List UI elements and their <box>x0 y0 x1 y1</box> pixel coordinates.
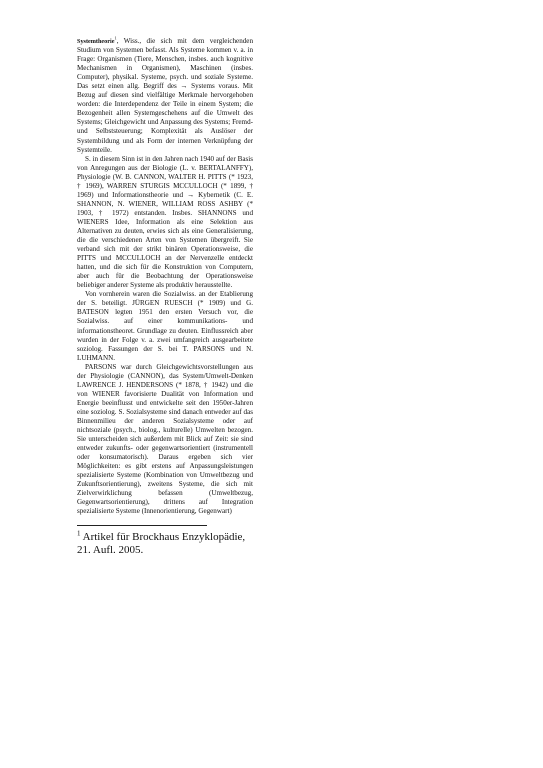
footnote-reference: 1 <box>114 35 117 41</box>
paragraph-3 <box>77 290 253 362</box>
footnote-separator <box>77 525 207 526</box>
footnote <box>77 531 257 557</box>
headword: Systemtheorie <box>77 38 115 45</box>
document-page <box>77 37 253 557</box>
paragraph-4 <box>77 363 253 517</box>
paragraph-text: PARSONS war durch Gleichgewichtsvorstellungen aus der Physiologie (CANNON), das System/Umwelt-Denken LAWRENCE J. HENDERSONS (* 1878, † 1942) und die von WIENER favorisierte Dualität von Information und Energie beeinflusst und entwickelte seit den 1950er-Jahren eine soziolog. S. Sozialsysteme sind danach entweder auf das Binnenmilieu der anderen Sozialsysteme oder auf nichtsoziale (psych., biolog., kulturelle) Umwelten bezogen. Sie unterscheiden sich außerdem mit Blick auf Zeit: sie sind entweder zukunfts- oder gegenwartsorientiert (instrumentell oder konsumatorisch). Daraus ergeben sich vier Möglichkeiten: es gibt erstens auf Anpassungsleistungen spezialisierte Systeme (Kombination von Umweltbezug und Zukunftsorientierung), zweitens Systeme, die sich mit Zielverwirklichung befassen (Umweltbezug, Gegenwartsorientierung), drittens auf Integration spezialisierte Systeme (Innenorientierung, Gegenwart) <box>77 362 253 516</box>
paragraph-text: S. in diesem Sinn ist in den Jahren nach 1940 auf der Basis von Anregungen aus der Biologie (L. v. BERTALANFFY), Physiologie (W. B. CANNON, WALTER H. PITTS (* 1923, † 1969), WARREN STURGIS MCCULLOCH (* 1899, † 1969) und Informationstheorie und → Kybernetik (C. E. SHANNON, N. WIENER, WILLIAM ROSS ASHBY (* 1903, † 1972) entstanden. Insbes. SHANNONS und WIENERS Idee, Information als eine Selektion aus Alternativen zu deuten, erwies sich als eine Generalisierung, die die verschiedenen Arten von Systemen übergreift. Sie verband sich mit der strikt binären Operationsweise, die PITTS und MCCULLOCH an der Nervenzelle entdeckt hatten, und die sich für die Konstruktion von Computern, aber auch für die Beobachtung der Operationsweise beliebiger anderer Systeme als produktiv herausstellte. <box>77 154 253 290</box>
paragraph-text: Von vornherein waren die Sozialwiss. an der Etablierung der S. beteiligt. JÜRGEN RUESCH (* 1909) und G. BATESON legten 1951 den ersten Versuch vor, die Sozialwiss. auf einer kommunikations- und informationstheoret. Grundlage zu deuten. Einflussreich aber wurden in der Folge v. a. zwei umfangreich ausgearbeitete soziolog. Fassungen der S. bei T. PARSONS und N. LUHMANN. <box>77 290 253 362</box>
footnote-text: Artikel für Brockhaus Enzyklopädie, 21. Aufl. 2005. <box>77 531 246 557</box>
paragraph-1 <box>77 37 253 155</box>
paragraph-2 <box>77 155 253 291</box>
paragraph-text: , Wiss., die sich mit dem vergleichenden Studium von Systemen befasst. Als Systeme kommen v. a. in Frage: Organismen (Tiere, Menschen, insbes. auch kognitive Mechanismen in Organismen), Maschinen (insbes. Computer), physikal. Systeme, psych. und soziale Systeme. Das setzt einen allg. Begriff des → Systems voraus. Mit Bezug auf diesen sind vielfältige Merkmale hervorgehoben worden: die Interdependenz der Teile in einem System; die Bezogenheit allen Systemgeschehens auf die Umwelt des Systems; Gleichgewicht und Anpassung des Systems; Fremd- und Selbststeuerung; Komplexität als Auslöser der Systembildung und als Form der internen Verknüpfung der Systemteile. <box>77 37 253 154</box>
article-column <box>77 37 253 516</box>
footnote-marker: 1 <box>77 529 81 538</box>
